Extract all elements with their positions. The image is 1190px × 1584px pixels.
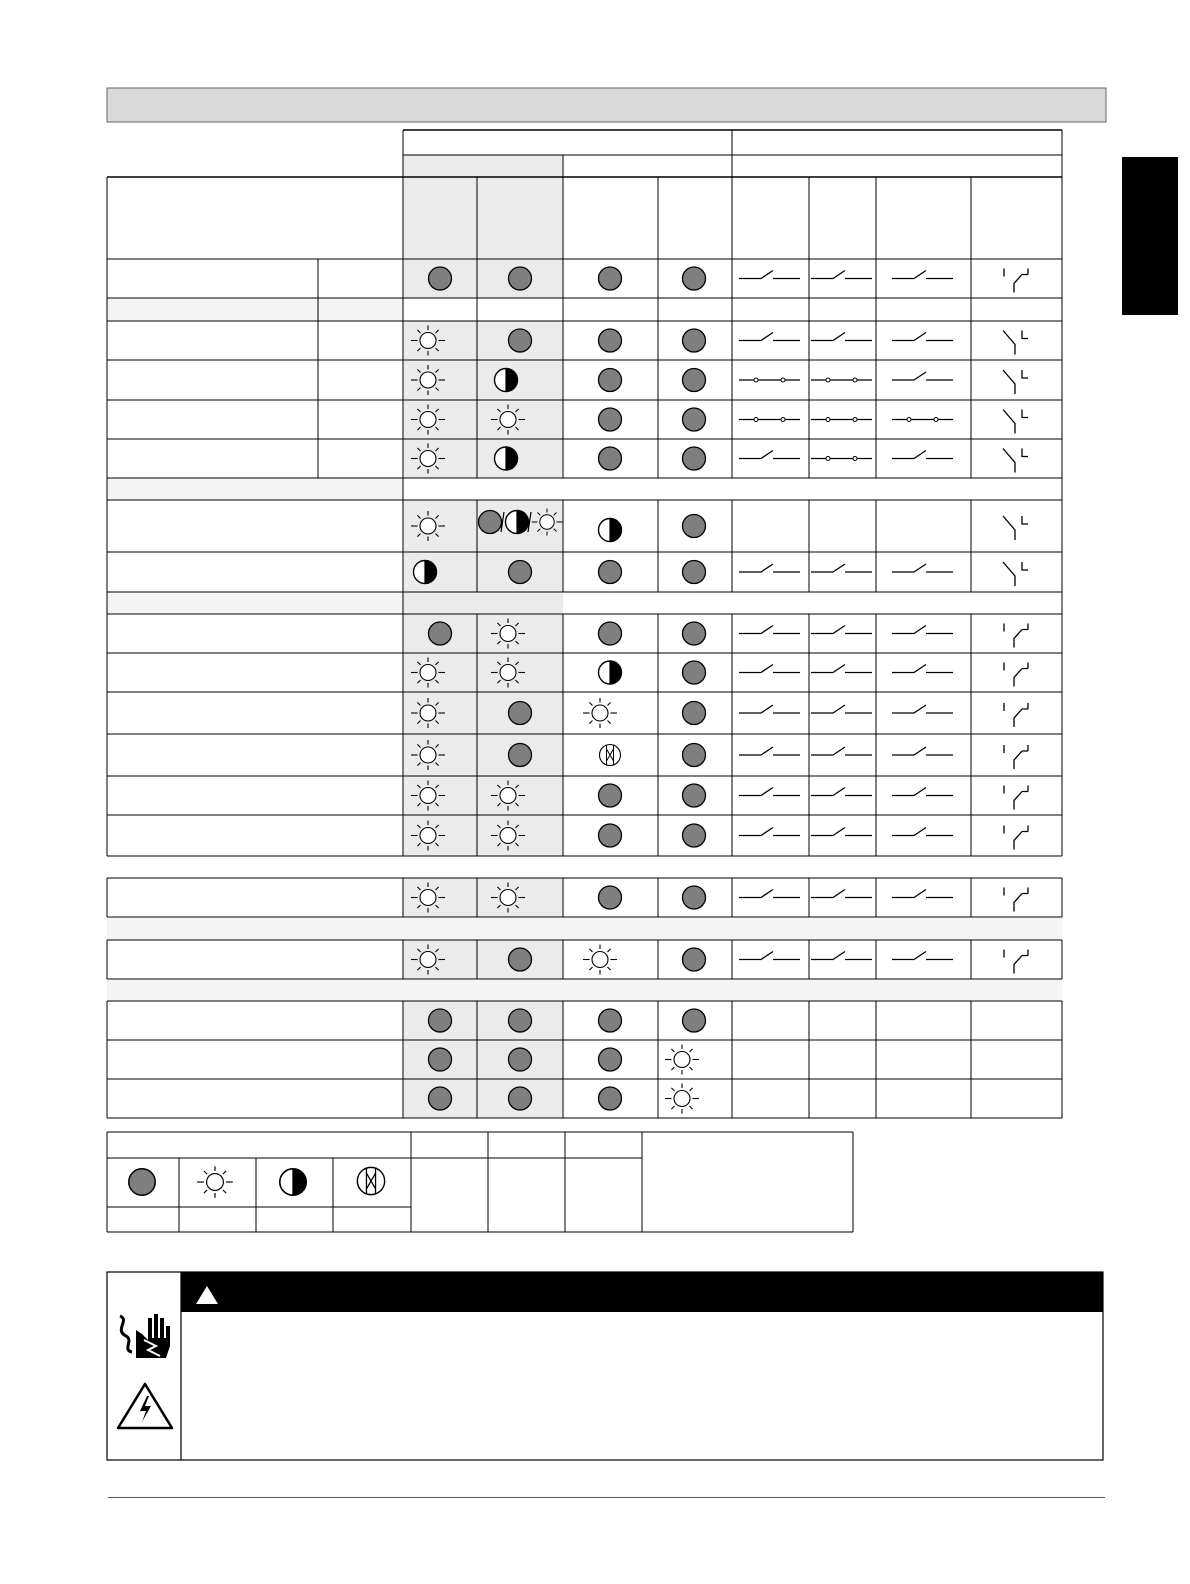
- relay-changeover-icon: [1003, 370, 1028, 394]
- led-off-icon: [683, 329, 706, 352]
- led-on-icon: [583, 945, 617, 975]
- relay-open-icon: [739, 333, 800, 341]
- led-off-icon: [683, 702, 706, 725]
- relay-closed-icon: [811, 378, 872, 382]
- led-off-icon: [599, 369, 622, 392]
- led-off-icon: [683, 744, 706, 767]
- relay-open-icon: [892, 952, 953, 960]
- led-alternating-icon: [600, 745, 621, 766]
- relay-open-icon: [892, 564, 953, 572]
- relay-closed-icon: [739, 378, 800, 382]
- led-off-icon: [599, 886, 622, 909]
- table-background: [107, 155, 1062, 1118]
- led-off-icon: [509, 1087, 532, 1110]
- relay-changeover-icon: [1003, 516, 1028, 540]
- relay-closed-icon: [892, 418, 953, 422]
- relay-changeover-icon: [1004, 703, 1028, 727]
- relay-open-icon: [811, 564, 872, 572]
- led-off-icon: [509, 561, 532, 584]
- relay-open-icon: [811, 626, 872, 634]
- relay-open-icon: [811, 333, 872, 341]
- led-off-icon: [683, 408, 706, 431]
- led-off-icon: [683, 561, 706, 584]
- relay-open-icon: [739, 788, 800, 796]
- led-off-icon: [479, 511, 502, 534]
- relay-open-icon: [892, 828, 953, 836]
- relay-open-icon: [811, 828, 872, 836]
- led-off-icon: [509, 1048, 532, 1071]
- warning-box: [107, 1272, 1103, 1460]
- relay-open-icon: [739, 952, 800, 960]
- led-off-icon: [683, 622, 706, 645]
- led-on-icon: [665, 1045, 699, 1075]
- led-on-icon: [197, 1166, 233, 1198]
- relay-open-icon: [892, 451, 953, 459]
- led-off-icon: [129, 1169, 155, 1195]
- relay-changeover-icon: [1004, 888, 1028, 912]
- led-off-icon: [429, 1087, 452, 1110]
- led-off-icon: [599, 267, 622, 290]
- led-off-icon: [599, 1009, 622, 1032]
- electric-shock-hand-icon: [120, 1314, 170, 1358]
- relay-open-icon: [892, 333, 953, 341]
- relay-closed-icon: [811, 418, 872, 422]
- relay-open-icon: [892, 747, 953, 755]
- relay-open-icon: [892, 665, 953, 673]
- led-off-icon: [429, 622, 452, 645]
- relay-changeover-icon: [1004, 745, 1028, 769]
- led-on-icon: [665, 1084, 699, 1114]
- led-flashing-icon: [280, 1169, 306, 1195]
- relay-changeover-icon: [1004, 950, 1028, 974]
- relay-open-icon: [739, 564, 800, 572]
- led-flashing-icon: [599, 661, 622, 684]
- relay-open-icon: [739, 747, 800, 755]
- relay-open-icon: [739, 890, 800, 898]
- led-off-icon: [599, 447, 622, 470]
- led-off-icon: [683, 784, 706, 807]
- relay-changeover-icon: [1003, 331, 1028, 355]
- table-grid: [107, 130, 1062, 1118]
- relay-changeover-icon: [1004, 624, 1028, 648]
- led-off-icon: [599, 408, 622, 431]
- led-off-icon: [599, 1087, 622, 1110]
- relay-changeover-icon: [1003, 410, 1028, 434]
- led-off-icon: [509, 1009, 532, 1032]
- led-flashing-icon: [495, 447, 518, 470]
- led-off-icon: [683, 948, 706, 971]
- relay-open-icon: [892, 705, 953, 713]
- relay-open-icon: [811, 788, 872, 796]
- led-off-icon: [683, 1009, 706, 1032]
- led-off-icon: [599, 824, 622, 847]
- led-off-icon: [509, 329, 532, 352]
- relay-changeover-icon: [1004, 269, 1028, 293]
- led-flashing-icon: [506, 511, 529, 534]
- header-band: [107, 88, 1106, 122]
- led-off-icon: [429, 1048, 452, 1071]
- relay-open-icon: [892, 271, 953, 279]
- relay-open-icon: [811, 665, 872, 673]
- relay-open-icon: [892, 372, 953, 380]
- led-off-icon: [683, 267, 706, 290]
- led-off-icon: [683, 447, 706, 470]
- relay-open-icon: [892, 890, 953, 898]
- led-off-icon: [429, 267, 452, 290]
- led-off-icon: [599, 329, 622, 352]
- relay-open-icon: [739, 665, 800, 673]
- led-off-icon: [599, 784, 622, 807]
- led-off-icon: [509, 948, 532, 971]
- led-off-icon: [509, 267, 532, 290]
- relay-open-icon: [811, 890, 872, 898]
- relay-open-icon: [892, 626, 953, 634]
- relay-open-icon: [811, 271, 872, 279]
- relay-open-icon: [811, 747, 872, 755]
- led-off-icon: [599, 622, 622, 645]
- led-off-icon: [599, 1048, 622, 1071]
- led-on-icon: [583, 698, 617, 728]
- led-flashing-icon: [495, 369, 518, 392]
- relay-open-icon: [739, 626, 800, 634]
- relay-changeover-icon: [1003, 449, 1028, 473]
- led-off-icon: [599, 561, 622, 584]
- relay-open-icon: [892, 788, 953, 796]
- relay-open-icon: [811, 705, 872, 713]
- relay-open-icon: [739, 705, 800, 713]
- led-off-icon: [683, 824, 706, 847]
- footer-rule: [108, 1497, 1105, 1498]
- led-off-icon: [509, 702, 532, 725]
- relay-closed-icon: [811, 457, 872, 461]
- led-off-icon: [509, 744, 532, 767]
- relay-changeover-icon: [1003, 562, 1028, 586]
- relay-closed-icon: [739, 418, 800, 422]
- relay-changeover-icon: [1004, 663, 1028, 687]
- relay-open-icon: [739, 271, 800, 279]
- led-off-icon: [683, 886, 706, 909]
- high-voltage-warning-icon: [118, 1384, 172, 1428]
- relay-open-icon: [739, 828, 800, 836]
- relay-open-icon: [739, 451, 800, 459]
- led-off-icon: [683, 515, 706, 538]
- led-alternating-icon: [357, 1167, 384, 1194]
- relay-changeover-icon: [1004, 786, 1028, 810]
- relay-changeover-icon: [1004, 826, 1028, 850]
- relay-open-icon: [811, 952, 872, 960]
- legend-table: [107, 1132, 853, 1232]
- led-flashing-icon: [414, 561, 437, 584]
- led-off-icon: [429, 1009, 452, 1032]
- led-off-icon: [683, 661, 706, 684]
- led-off-icon: [683, 369, 706, 392]
- led-flashing-icon: [599, 519, 622, 542]
